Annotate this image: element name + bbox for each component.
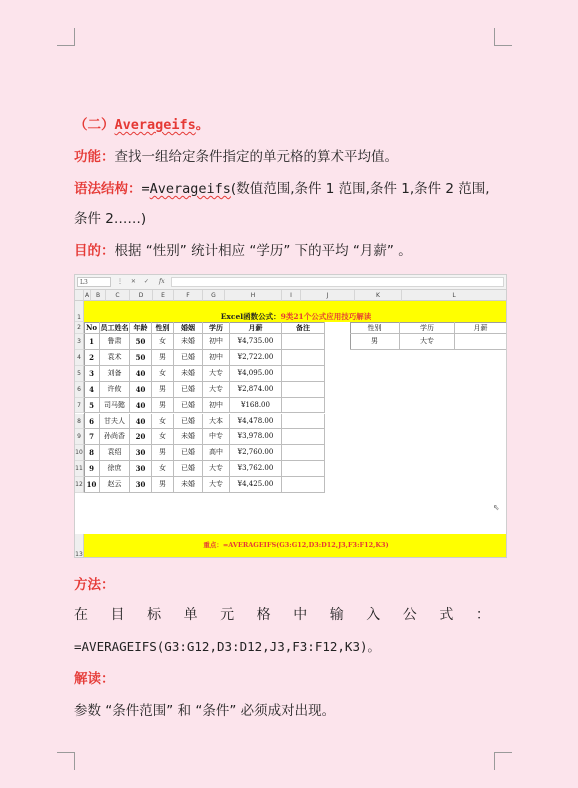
lookup-header-cell: 性别	[350, 322, 400, 334]
row-header: 11	[75, 461, 84, 477]
syntax-continuation	[74, 210, 146, 228]
table-cell: 大专	[203, 382, 230, 398]
column-header: G	[203, 290, 225, 301]
function-label: 功能：	[74, 149, 115, 165]
table-cell: 9	[84, 461, 100, 477]
method-char: 输	[329, 607, 344, 623]
table-cell: ¥2,874.00	[230, 382, 282, 398]
table-cell	[282, 366, 325, 382]
table-cell	[282, 382, 325, 398]
row-header: 8	[75, 414, 84, 430]
table-cell: 袁术	[100, 350, 130, 366]
formula-input	[171, 277, 504, 287]
crop-mark-top-left	[57, 28, 75, 46]
table-cell: 40	[130, 366, 152, 382]
column-header: A	[84, 292, 90, 299]
table-cell: 5	[84, 398, 100, 414]
table-cell	[282, 414, 325, 430]
table-cell	[282, 350, 325, 366]
column-header: E	[153, 290, 174, 301]
interpret-label: 解读：	[74, 671, 115, 687]
table-cell: 30	[130, 461, 152, 477]
table-cell: 未婚	[174, 334, 203, 350]
table-cell: 50	[130, 334, 152, 350]
spreadsheet-screenshot	[74, 274, 507, 558]
column-header: D	[130, 290, 153, 301]
purpose-label: 目的：	[74, 243, 115, 259]
table-cell: 司马懿	[100, 398, 130, 414]
formula-bar-controls: ⋮ ✕ ✓	[117, 278, 152, 285]
method-char: 公	[402, 607, 417, 623]
method-char: 在	[74, 607, 88, 623]
row-header: 13	[75, 534, 84, 558]
table-cell: 女	[152, 334, 174, 350]
table-cell: 已婚	[174, 350, 203, 366]
table-cell: 中专	[203, 429, 230, 445]
sheet-title-main: Excel函数公式：	[220, 312, 281, 321]
table-header-cell: No	[84, 322, 100, 334]
table-cell: ¥4,735.00	[230, 334, 282, 350]
table-cell: 40	[130, 414, 152, 430]
lookup-header-cell: 月薪	[455, 322, 507, 334]
method-char: 中	[293, 607, 308, 623]
row-header: 7	[75, 398, 84, 414]
method-char: 单	[183, 607, 198, 623]
table-cell: 未婚	[174, 477, 203, 493]
table-cell: 2	[84, 350, 100, 366]
interpret-text: 参数 “条件范围” 和 “条件” 必须成对出现。	[74, 703, 336, 719]
table-cell	[282, 334, 325, 350]
table-cell: 女	[152, 414, 174, 430]
crop-mark-bottom-left	[57, 752, 75, 770]
table-cell	[282, 398, 325, 414]
row-header: 9	[75, 429, 84, 445]
table-cell: 女	[152, 461, 174, 477]
table-header-cell: 备注	[282, 322, 325, 334]
table-cell: ¥2,722.00	[230, 350, 282, 366]
table-cell: 初中	[203, 350, 230, 366]
column-header: C	[106, 290, 130, 301]
table-cell: 20	[130, 429, 152, 445]
table-cell	[282, 477, 325, 493]
table-cell: 4	[84, 382, 100, 398]
purpose-line	[74, 242, 412, 260]
table-cell: 3	[84, 366, 100, 382]
sheet-title-highlight: 9类21个公式应用技巧解读	[280, 312, 372, 321]
table-cell: 初中	[203, 398, 230, 414]
fx-icon: fx	[159, 278, 165, 285]
table-cell: 已婚	[174, 445, 203, 461]
table-cell: ¥4,478.00	[230, 414, 282, 430]
table-cell: 已婚	[174, 382, 203, 398]
column-header: I	[282, 290, 301, 301]
table-header-cell: 月薪	[230, 322, 282, 334]
table-cell: ¥4,425.00	[230, 477, 282, 493]
row-header: 5	[75, 366, 84, 382]
table-cell: 袁绍	[100, 445, 130, 461]
row-header: 4	[75, 350, 84, 366]
table-header-cell: 性别	[152, 322, 174, 334]
heading-suffix: 。	[195, 117, 210, 133]
table-cell: 已婚	[174, 461, 203, 477]
column-header: L	[402, 290, 507, 301]
table-cell: 大专	[203, 366, 230, 382]
table-cell: 50	[130, 350, 152, 366]
table-header-cell: 学历	[203, 322, 230, 334]
select-all-corner	[75, 290, 84, 301]
table-header-cell: 婚姻	[174, 322, 203, 334]
table-cell: 男	[152, 445, 174, 461]
table-cell: 赵云	[100, 477, 130, 493]
sheet-formula-note: 重点：=AVERAGEIFS(G3:G12,D3:D12,J3,F3:F12,K3)	[203, 541, 389, 549]
method-text	[74, 606, 490, 624]
table-cell: 大本	[203, 414, 230, 430]
sheet-title	[84, 311, 507, 322]
table-cell: 男	[152, 350, 174, 366]
method-char: 标	[147, 607, 162, 623]
method-char: 入	[366, 607, 381, 623]
table-cell: ¥3,762.00	[230, 461, 282, 477]
syntax-equals: =	[141, 181, 150, 197]
syntax-line	[74, 180, 490, 198]
purpose-text: 根据 “性别” 统计相应 “学历” 下的平均 “月薪” 。	[114, 243, 412, 259]
table-cell: 女	[152, 366, 174, 382]
method-char: 式	[439, 607, 454, 623]
formula-bar	[75, 275, 506, 290]
table-cell: 10	[84, 477, 100, 493]
row-header: 10	[75, 445, 84, 461]
table-cell: 男	[152, 477, 174, 493]
syntax-args-continued: 条件 2……)	[74, 211, 147, 227]
row-header: 3	[75, 334, 84, 350]
function-text: 查找一组给定条件指定的单元格的算术平均值。	[114, 149, 398, 165]
column-header: B	[91, 290, 106, 301]
section-heading	[74, 116, 209, 134]
table-cell: 鲁肃	[100, 334, 130, 350]
name-box: L3	[77, 277, 111, 287]
table-cell: 8	[84, 445, 100, 461]
table-cell: 40	[130, 382, 152, 398]
lookup-value-cell: 大专	[400, 334, 455, 350]
row-header: 2	[75, 322, 84, 334]
method-char: ：	[475, 607, 490, 623]
table-cell: 已婚	[174, 414, 203, 430]
function-line	[74, 148, 398, 166]
table-cell	[282, 445, 325, 461]
table-cell: 刘备	[100, 366, 130, 382]
table-cell: 大专	[203, 477, 230, 493]
table-cell: 徐庶	[100, 461, 130, 477]
table-cell: 大专	[203, 461, 230, 477]
syntax-args: (数值范围,条件 1 范围,条件 1,条件 2 范围,	[230, 181, 490, 197]
row-header: 12	[75, 477, 84, 493]
table-cell: 许攸	[100, 382, 130, 398]
method-label: 方法：	[74, 577, 115, 593]
table-cell: 已婚	[174, 398, 203, 414]
table-cell: ¥168.00	[230, 398, 282, 414]
table-cell: 初中	[203, 334, 230, 350]
column-header: J	[301, 290, 355, 301]
lookup-value-cell	[455, 334, 507, 350]
method-char: 格	[256, 607, 271, 623]
lookup-value-cell: 男	[350, 334, 400, 350]
table-cell: ¥3,978.00	[230, 429, 282, 445]
table-cell: 30	[130, 445, 152, 461]
heading-prefix: （二）	[74, 117, 115, 133]
method-formula: =AVERAGEIFS(G3:G12,D3:D12,J3,F3:F12,K3)。	[74, 639, 380, 654]
row-header: 1	[75, 301, 84, 322]
mouse-cursor-icon: ⇖	[493, 503, 500, 512]
syntax-label: 语法结构：	[74, 181, 142, 197]
table-cell: 男	[152, 398, 174, 414]
table-cell: 7	[84, 429, 100, 445]
table-cell	[282, 461, 325, 477]
method-char: 目	[110, 607, 125, 623]
crop-mark-bottom-right	[494, 752, 512, 770]
crop-mark-top-right	[494, 28, 512, 46]
syntax-function-name: Averageifs	[149, 181, 231, 197]
table-cell: ¥2,760.00	[230, 445, 282, 461]
table-cell: 男	[152, 382, 174, 398]
table-cell: 甘夫人	[100, 414, 130, 430]
table-cell: ¥4,095.00	[230, 366, 282, 382]
table-cell: 未婚	[174, 366, 203, 382]
table-cell: 40	[130, 398, 152, 414]
table-cell: 6	[84, 414, 100, 430]
table-cell: 女	[152, 429, 174, 445]
column-header: H	[225, 290, 282, 301]
column-header: K	[355, 290, 402, 301]
table-cell: 30	[130, 477, 152, 493]
heading-function-name: Averageifs	[114, 117, 196, 133]
table-cell: 未婚	[174, 429, 203, 445]
table-header-cell: 员工姓名	[100, 323, 129, 332]
lookup-header-cell: 学历	[400, 322, 455, 334]
table-cell: 孙尚香	[100, 429, 130, 445]
table-cell: 1	[84, 334, 100, 350]
column-header: F	[174, 290, 203, 301]
row-header: 6	[75, 382, 84, 398]
table-cell: 高中	[203, 445, 230, 461]
table-header-cell: 年龄	[130, 322, 152, 334]
method-char: 元	[220, 607, 235, 623]
table-cell	[282, 429, 325, 445]
